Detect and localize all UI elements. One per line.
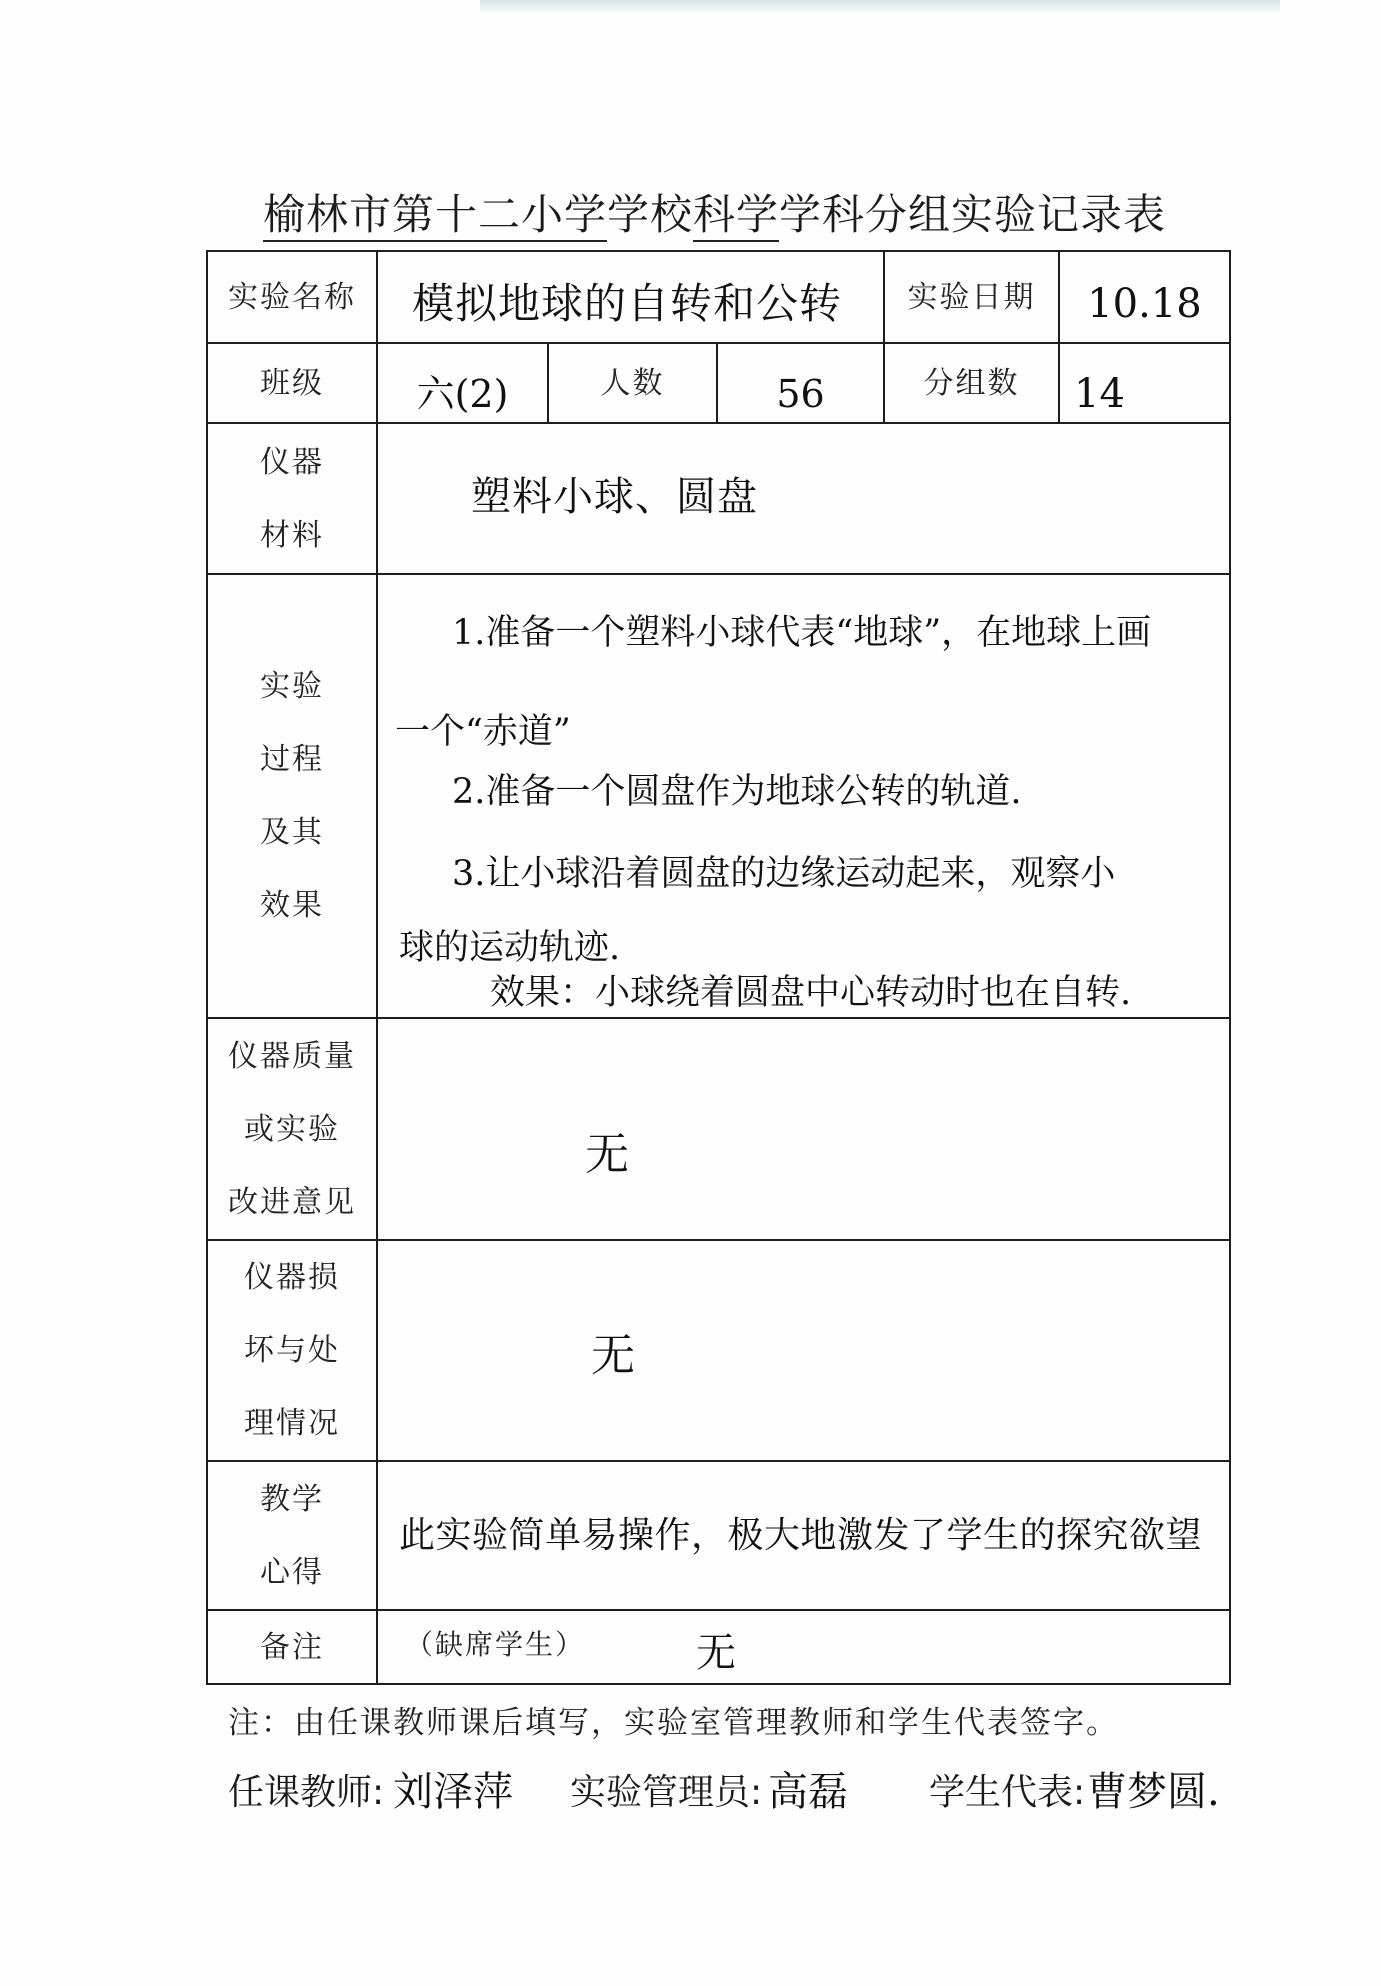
class-value-cell (376, 342, 549, 424)
materials-value: 塑料小球、圆盘 (471, 474, 758, 520)
reflection-label-line-1: 教学 (260, 1481, 324, 1517)
remarks-value: 无 (696, 1630, 736, 1676)
form-note: 注：由任课教师课后填写，实验室管理教师和学生代表签字。 (228, 1705, 1119, 1741)
damage-label-line-3: 理情况 (244, 1406, 340, 1441)
experiment-date-label: 实验日期 (907, 279, 1036, 315)
title-school-suffix: 学校 (607, 190, 694, 239)
experiment-name-label-cell (206, 250, 378, 344)
process-line-5: 球的运动轨迹. (399, 928, 621, 968)
damage-label-cell (206, 1239, 378, 1462)
remarks-label: 备注 (260, 1629, 324, 1665)
headcount-value: 56 (776, 372, 825, 416)
experiment-name-label: 实验名称 (228, 279, 356, 315)
title-subject: 科学 (693, 190, 779, 242)
improvement-value-cell (376, 1017, 1231, 1241)
title-suffix: 学科分组实验记录表 (779, 190, 1167, 239)
experiment-name-value: 模拟地球的自转和公转 (412, 279, 843, 328)
experiment-date-label-cell (883, 250, 1060, 344)
reflection-value: 此实验简单易操作，极大地激发了学生的探究欲望 (399, 1515, 1203, 1556)
teacher-signature: 刘泽萍 (393, 1769, 513, 1815)
reflection-label-cell (206, 1460, 378, 1611)
reflection-value-cell (376, 1460, 1231, 1611)
improvement-value: 无 (585, 1129, 629, 1180)
improvement-label-line-2: 或实验 (244, 1111, 340, 1147)
group-count-label-cell (883, 342, 1060, 424)
damage-label-line-2: 坏与处 (244, 1333, 340, 1368)
class-value: 六(2) (416, 372, 509, 416)
process-label-cell (206, 573, 378, 1019)
remarks-label-cell (206, 1609, 378, 1685)
lab-admin-signature: 高磊 (768, 1769, 848, 1815)
headcount-label-cell (547, 342, 718, 424)
damage-label-line-1: 仪器损 (244, 1260, 340, 1295)
process-label-line-4: 效果 (260, 888, 324, 923)
process-label-line-2: 过程 (260, 742, 324, 777)
remarks-value-cell (376, 1609, 1231, 1685)
title-school: 榆林市第十二小学 (263, 190, 607, 242)
process-line-4: 3.让小球沿着圆盘的边缘运动起来，观察小 (452, 854, 1116, 894)
lab-admin-signature-label: 实验管理员: (570, 1772, 763, 1813)
scan-edge-tint (480, 0, 1280, 14)
headcount-value-cell (716, 342, 885, 424)
materials-label-cell (206, 422, 378, 575)
improvement-label-cell (206, 1017, 378, 1241)
student-rep-signature-label: 学生代表: (929, 1772, 1086, 1813)
group-count-label: 分组数 (923, 365, 1020, 401)
class-label-cell (206, 342, 378, 424)
damage-value: 无 (591, 1330, 635, 1381)
form-title (263, 190, 1166, 240)
absent-students-label: （缺席学生） (405, 1628, 586, 1661)
materials-label-line-1: 仪器 (260, 444, 324, 480)
reflection-label-line-2: 心得 (260, 1554, 324, 1590)
experiment-name-value-cell (376, 250, 885, 344)
process-line-2: 一个“赤道” (395, 712, 571, 752)
experiment-date-value-cell (1058, 250, 1231, 344)
student-rep-signature: 曹梦圆. (1087, 1769, 1220, 1815)
materials-value-cell (376, 422, 1231, 575)
process-line-3: 2.准备一个圆盘作为地球公转的轨道. (452, 772, 1022, 812)
group-count-value-cell (1058, 342, 1231, 424)
headcount-label: 人数 (600, 365, 665, 401)
teacher-signature-label: 任课教师: (228, 1772, 385, 1813)
materials-label-line-2: 材料 (260, 517, 324, 553)
process-label-line-3: 及其 (260, 815, 324, 850)
improvement-label-line-1: 仪器质量 (228, 1038, 356, 1074)
damage-value-cell (376, 1239, 1231, 1462)
process-value-cell (376, 573, 1231, 1019)
class-label: 班级 (260, 365, 324, 401)
process-effect-line: 效果：小球绕着圆盘中心转动时也在自转. (490, 973, 1132, 1013)
process-label-line-1: 实验 (260, 669, 324, 704)
record-table (206, 250, 1231, 1685)
improvement-label-line-3: 改进意见 (228, 1184, 356, 1220)
group-count-value: 14 (1074, 371, 1125, 417)
process-line-1: 1.准备一个塑料小球代表“地球”，在地球上画 (452, 613, 1152, 653)
experiment-date-value: 10.18 (1087, 281, 1202, 327)
